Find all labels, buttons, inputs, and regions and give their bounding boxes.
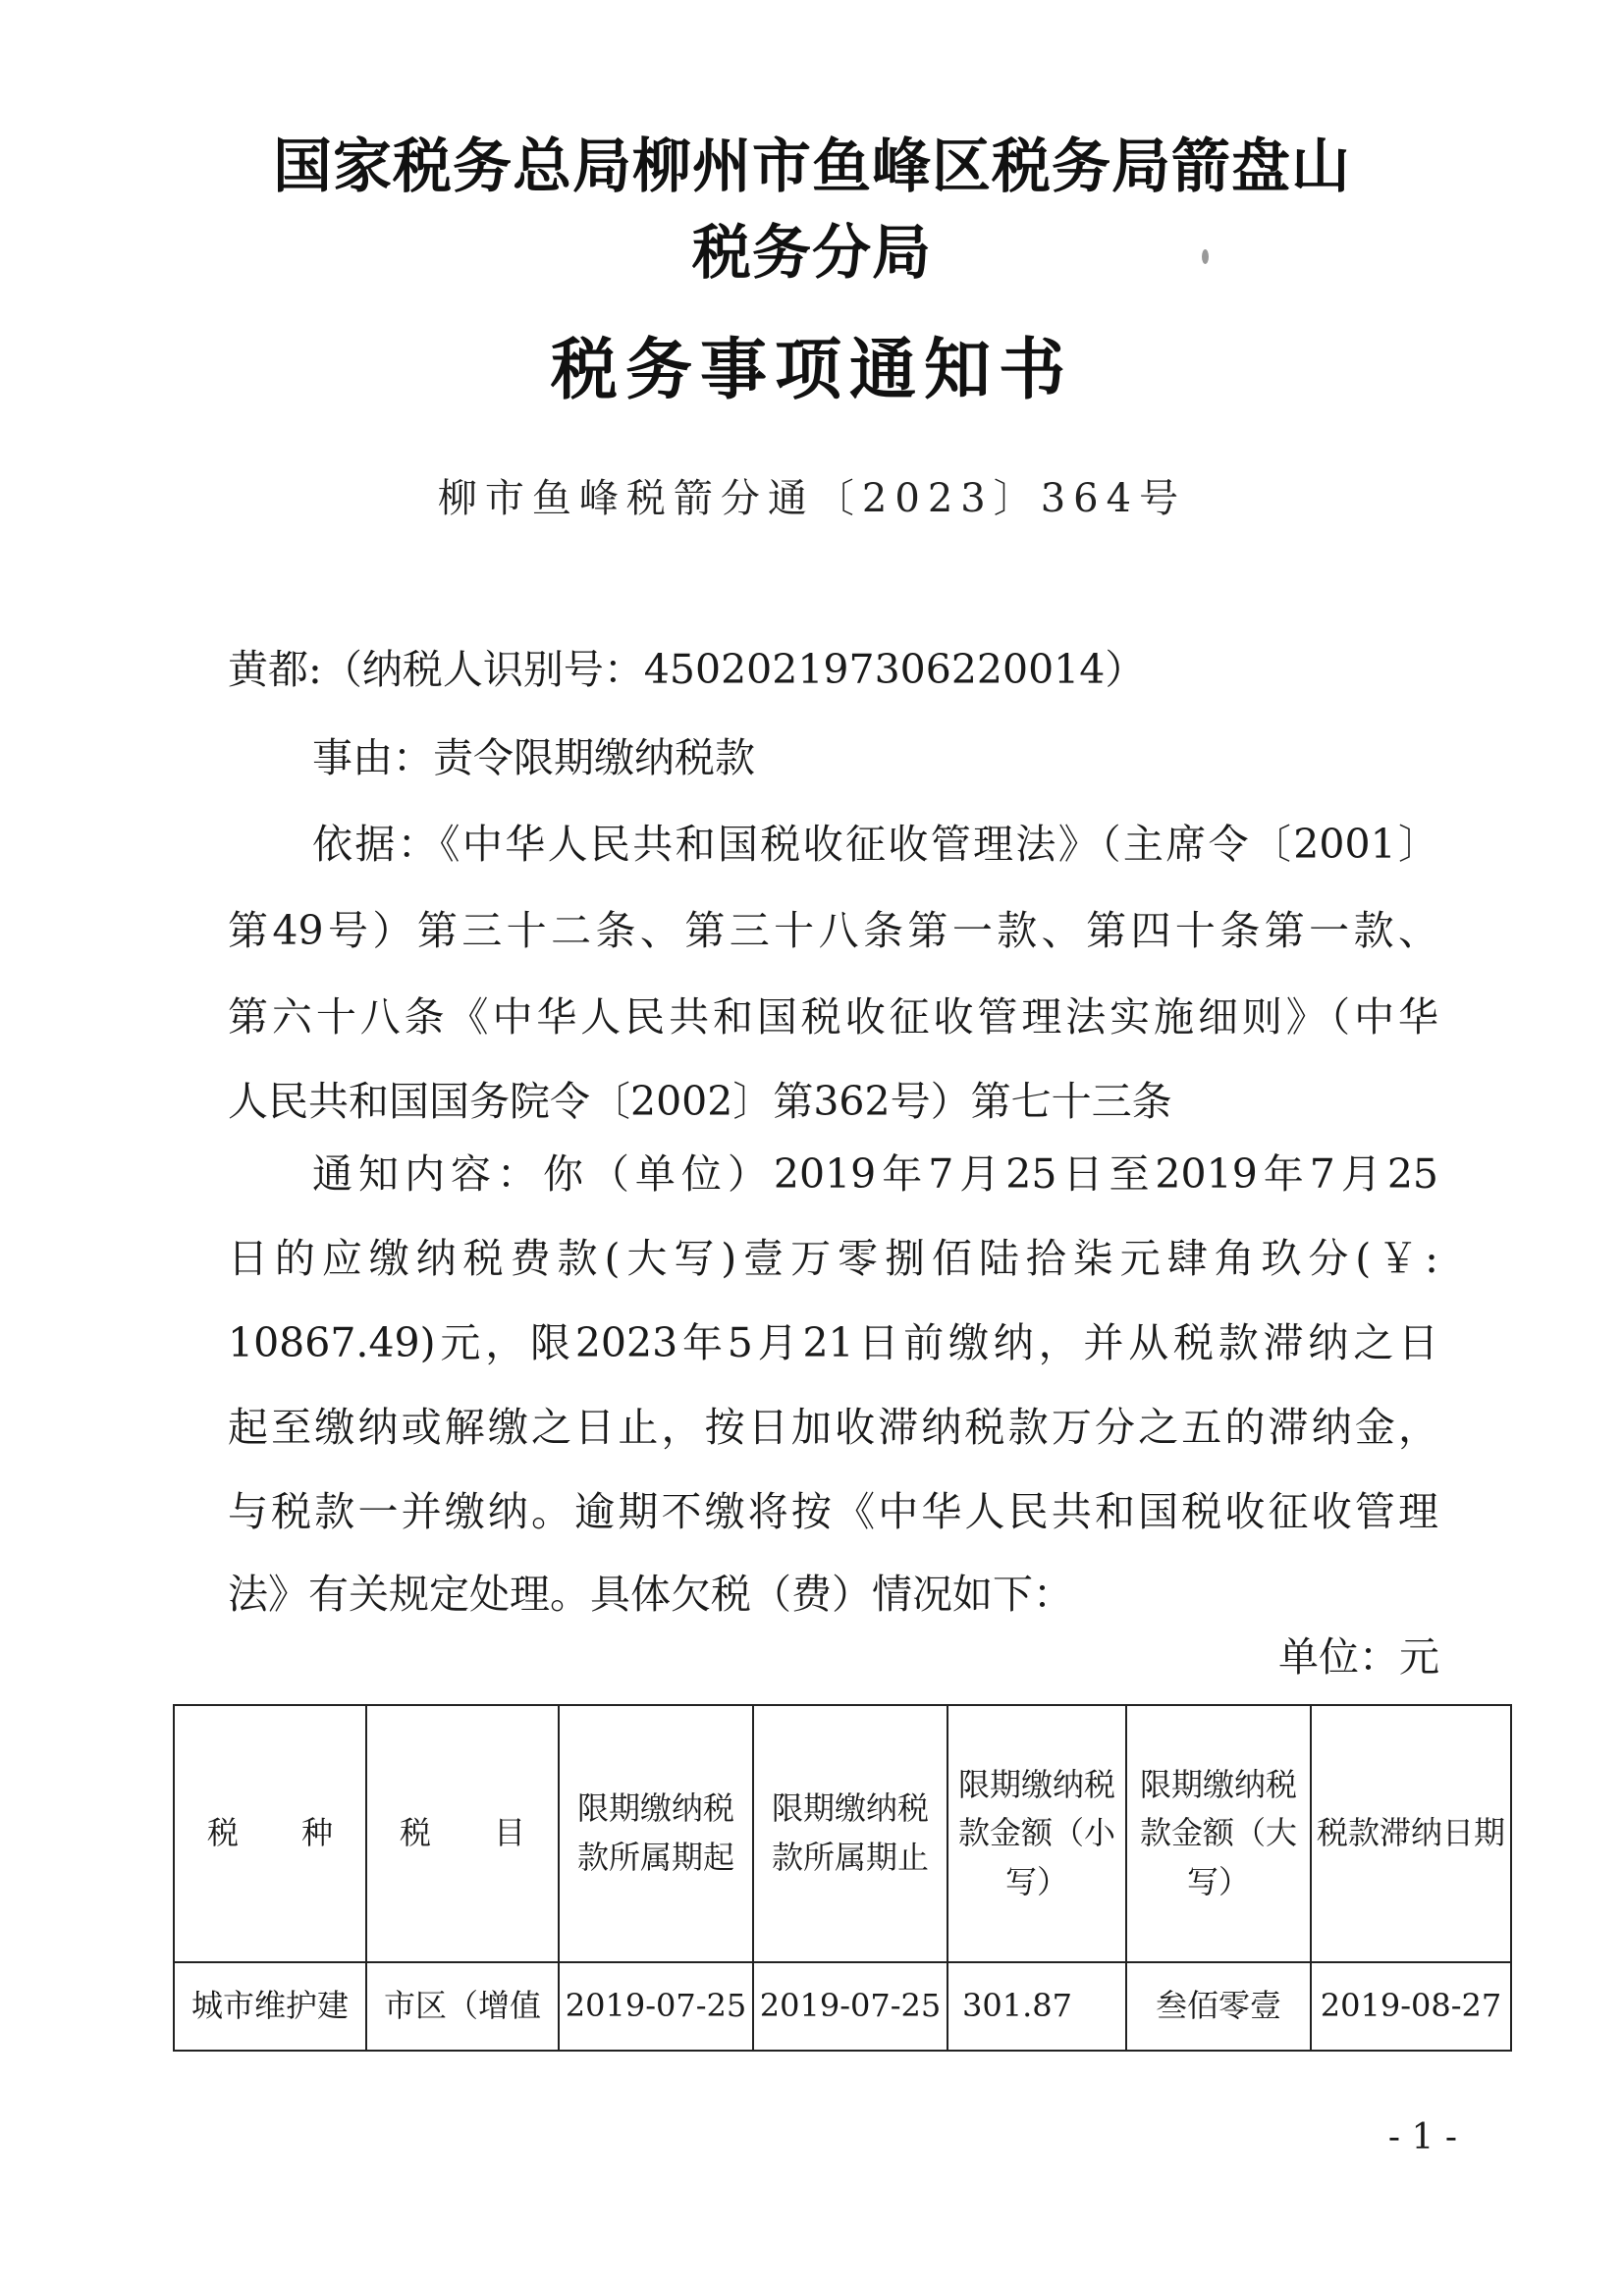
cell-tax-type: 城市维护建 [174, 1962, 366, 2051]
basis-line-2: 第49号）第三十二条、第三十八条第一款、第四十条第一款、 [228, 907, 1438, 954]
addressee: 黄都:（纳税人识别号：450202197306220014） [228, 646, 1146, 693]
issuing-authority-line-1: 国家税务总局柳州市鱼峰区税务局箭盘山 [273, 133, 1351, 201]
basis-line-1: 依据：《中华人民共和国税收征收管理法》（主席令〔2001〕 [312, 821, 1438, 868]
scan-speck [1202, 249, 1209, 264]
owed-tax-table [173, 1704, 1512, 2052]
notice-line-2: 日的应缴纳税费款(大写)壹万零捌佰陆拾柒元肆角玖分(￥: [228, 1235, 1438, 1282]
notice-line-1: 通知内容：你（单位）2019年7月25日至2019年7月25 [312, 1150, 1438, 1198]
notice-line-5: 与税款一并缴纳。逾期不缴将按《中华人民共和国税收征收管理 [228, 1488, 1438, 1535]
notice-line-6: 法》有关规定处理。具体欠税（费）情况如下： [228, 1571, 1073, 1618]
cell-amount-figures: 301.87 [947, 1962, 1126, 2051]
table-header-row [174, 1705, 1511, 1962]
header-amount-figures: 限期缴纳税款金额（小写） [947, 1705, 1126, 1962]
unit-label: 单位：元 [1278, 1633, 1439, 1681]
header-period-start: 限期缴纳税款所属期起 [559, 1705, 753, 1962]
document-number: 柳市鱼峰税箭分通〔2023〕364号 [437, 476, 1187, 521]
document-title: 税务事项通知书 [550, 332, 1073, 409]
reason: 事由：责令限期缴纳税款 [312, 734, 755, 781]
issuing-authority-line-2: 税务分局 [692, 219, 932, 288]
cell-tax-item: 市区（增值 [366, 1962, 559, 2051]
notice-line-3: 10867.49)元，限2023年5月21日前缴纳，并从税款滞纳之日 [228, 1319, 1438, 1366]
table-row [174, 1962, 1511, 2051]
header-overdue-date: 税款滞纳日期 [1311, 1705, 1511, 1962]
page-number: - 1 - [1387, 2117, 1457, 2158]
header-amount-words: 限期缴纳税款金额（大写） [1126, 1705, 1311, 1962]
cell-period-end: 2019-07-25 [753, 1962, 947, 2051]
basis-line-4: 人民共和国国务院令〔2002〕第362号）第七十三条 [228, 1078, 1172, 1125]
cell-amount-words: 叁佰零壹 [1126, 1962, 1311, 2051]
header-tax-type: 税 种 [174, 1705, 366, 1962]
header-tax-item: 税 目 [366, 1705, 559, 1962]
header-period-end: 限期缴纳税款所属期止 [753, 1705, 947, 1962]
cell-period-start: 2019-07-25 [559, 1962, 753, 2051]
cell-overdue-date: 2019-08-27 [1311, 1962, 1511, 2051]
basis-line-3: 第六十八条《中华人民共和国税收征收管理法实施细则》（中华 [228, 993, 1438, 1041]
notice-line-4: 起至缴纳或解缴之日止，按日加收滞纳税款万分之五的滞纳金， [228, 1404, 1438, 1451]
